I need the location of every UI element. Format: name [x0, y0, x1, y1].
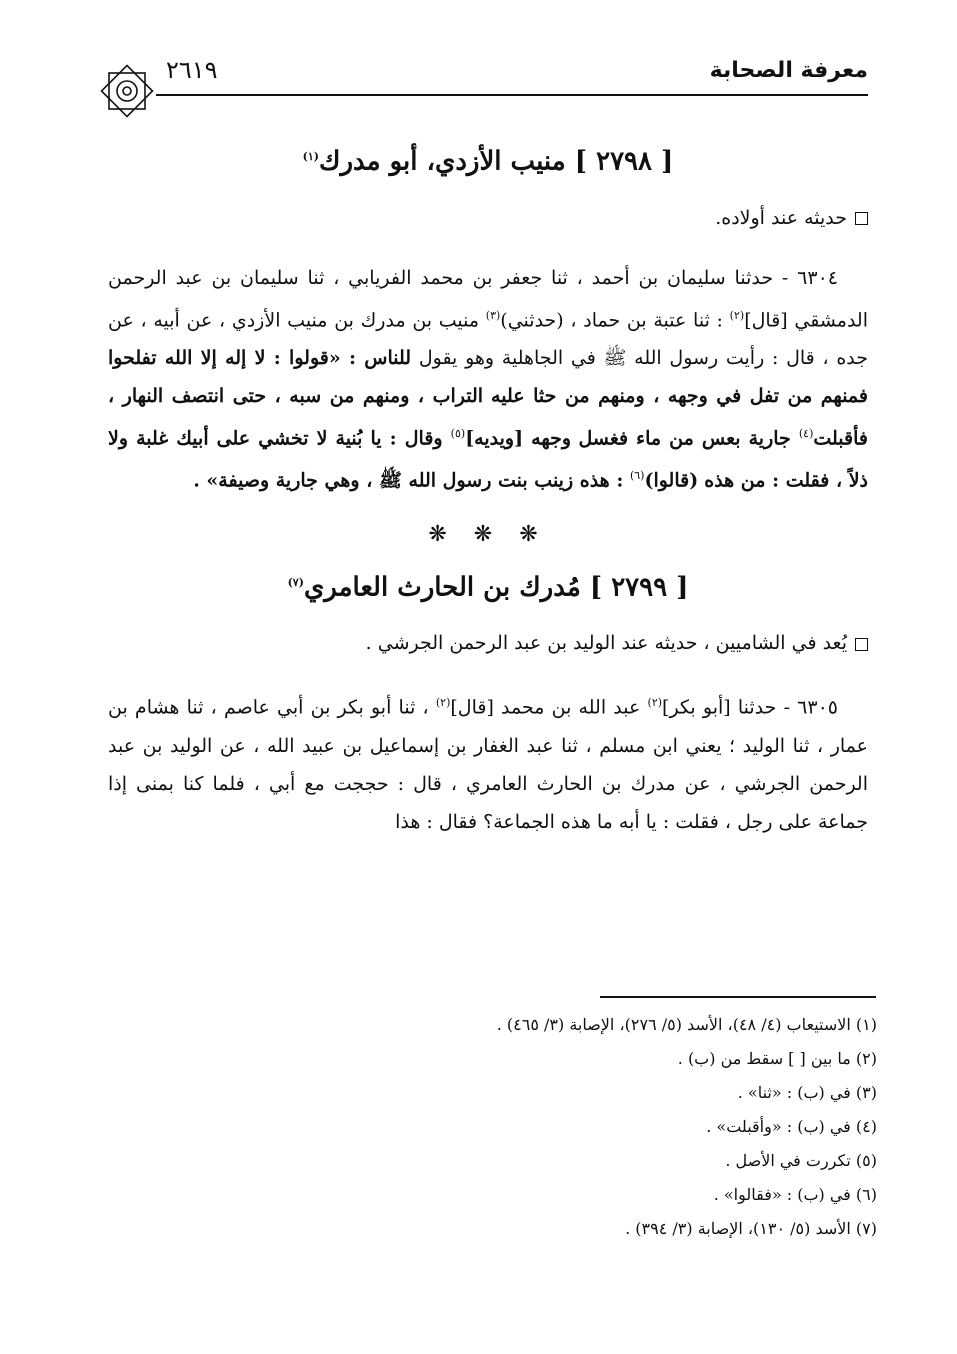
footnote-ref: (٥): [450, 426, 466, 440]
running-title: معرفة الصحابة: [709, 58, 868, 83]
footnote-ref: (٢): [729, 308, 745, 322]
hadith-line: ثنا هشام بن عمار ، ثنا الوليد ؛ يعني ابن مسلم ، ثنا عبد الغفار بن إسماعيل بن عبيد الله ،: [108, 696, 868, 757]
footnote-ref: (٢): [647, 696, 663, 710]
entry-heading: [108, 138, 868, 181]
square-bullet-icon: [855, 212, 868, 225]
main-text: [108, 130, 868, 841]
square-bullet-icon: [855, 638, 868, 651]
hadith-line: منيب الأزدي ، عن أبيه ، عن جده ، قال : رأيت رسول الله ﷺ في الجاهلية وهو يقول: [108, 308, 868, 369]
entry-intro-text: حديثه عند أولاده.: [715, 206, 847, 229]
footnote: (٦) في (ب) : «فقالوا» .: [713, 1185, 877, 1204]
hadith-line: عبد الرحمن الدمشقي [قال]: [108, 266, 869, 331]
hadith-line: (قالوا): [644, 469, 699, 492]
footnote: (٢) ما بين [ ] سقط من (ب) .: [677, 1049, 877, 1068]
footnote-ref: (٦): [629, 469, 645, 483]
entry-intro-text: يُعد في الشاميين ، حديثه عند الوليد بن عبد الرحمن الجرشي .: [365, 632, 847, 655]
hadith-line: منيب بن مدرك بن: [334, 308, 486, 331]
footnotes: [177, 1008, 877, 1246]
page-header: [96, 50, 868, 98]
hadith-text: [108, 259, 868, 500]
footnote: (٤) في (ب) : «وأقبلت» .: [706, 1117, 877, 1136]
hadith-line: للناس : «قولوا : لا إله إلا الله تفلحوا فمنهم من تفل في وجهه ، ومنهم من حثا عليه: [108, 346, 868, 407]
entry-intro: [108, 199, 868, 237]
entry-heading: [108, 564, 868, 607]
footnote-ref: (٢): [435, 696, 451, 710]
entry-heading-text: [ ٢٧٩٨ ] منيب الأزدي، أبو مدرك: [319, 146, 674, 177]
footnote-ref: (٣): [485, 308, 501, 322]
entry-heading-text: [ ٢٧٩٩ ] مُدرك بن الحارث العامري: [303, 572, 689, 603]
hadith-line: عن الوليد بن عبد الرحمن الجرشي ، عن مدرك بن الحارث العامري ، قال : حججت مع: [108, 734, 868, 795]
footnote-rule: [600, 996, 876, 998]
hadith-line: : هذه زينب بنت رسول الله ﷺ ، وهي جارية وصيفة» .: [193, 469, 630, 492]
footnote-ref: (١): [302, 150, 320, 163]
footnote: (٣) في (ب) : «ثنا» .: [737, 1083, 877, 1102]
entry-intro: [108, 624, 868, 662]
hadith-line: جارية بعس من ماء فغسل: [578, 427, 799, 450]
hadith-line: وقال : يا بُنية لا تخشي على أبيك غلبة ولا ذلاً ، فقلت : من هذه: [108, 427, 868, 492]
hadith-line: أبي ، فلما كنا بمنى إذا جماعة على رجل ، فقلت : يا أبه ما هذه الجماعة؟ فقال : هذا: [108, 772, 868, 833]
footnote-ref: (٧): [287, 575, 304, 589]
hadith-line: التراب ، ومنهم من سبه ، حتى انتصف النهار ، فأقبلت: [108, 384, 868, 450]
section-separator: ❋ ❋ ❋: [428, 521, 548, 547]
hadith-line: ٦٣٠٥ - حدثنا [أبو بكر]: [662, 696, 838, 719]
hadith-line: عبد الله بن محمد [قال]: [450, 696, 648, 719]
footnote-ref: (٤): [798, 426, 814, 440]
page-number: ٢٦١٩: [166, 56, 218, 84]
footnote: (٧) الأسد (٥/ ١٣٠)، الإصابة (٣/ ٣٩٤) .: [625, 1219, 877, 1238]
hadith-line: ٦٣٠٤ - حدثنا سليمان بن أحمد ، ثنا جعفر بن محمد الفريابي ، ثنا سليمان بن: [211, 266, 838, 289]
footnote: (٥) تكررت في الأصل .: [725, 1151, 877, 1170]
hadith-line: : ثنا عتبة بن حماد ، (حدثني): [500, 308, 730, 331]
header-rule: [156, 94, 868, 96]
hadith-text: [108, 684, 868, 840]
footnote: (١) الاستيعاب (٤/ ٤٨)، الأسد (٥/ ٢٧٦)، الإصابة (٣/ ٤٦٥) .: [496, 1015, 877, 1034]
hadith-line: وجهه [ويديه]: [465, 427, 572, 450]
star-ornament-icon: [96, 60, 158, 122]
hadith-line: ، ثنا أبو بكر بن أبي عاصم ،: [210, 696, 436, 719]
